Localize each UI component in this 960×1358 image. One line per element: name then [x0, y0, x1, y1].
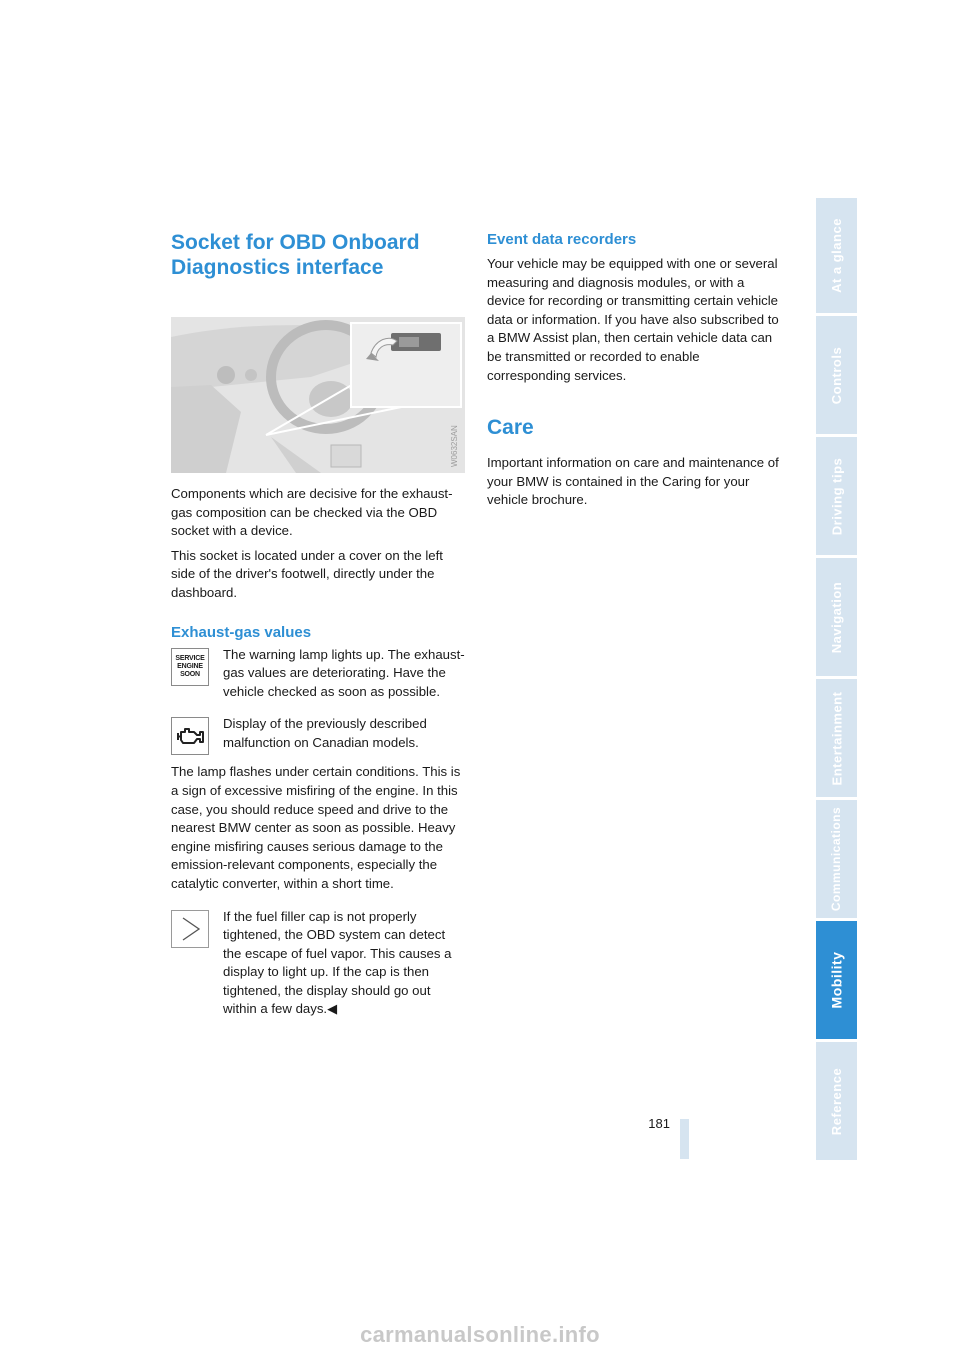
- right-column: [487, 230, 783, 510]
- lamp-flashes-paragraph: The lamp flashes under certain conditions. This is a sign of excessive misfiring of the engine. In this case, you should reduce speed and drive to the nearest BMW center as soon as possible. Heavy engine misfiring causes serious damage to the emission-relevant components, especially the catalytic converter, within a short time.: [171, 764, 461, 891]
- service-icon-line-2: ENGINE: [177, 662, 203, 670]
- section-heading: [171, 230, 467, 280]
- note-arrow-icon: [171, 910, 209, 948]
- engine-lamp-text: Display of the previously described malfunction on Canadian models.: [223, 716, 427, 750]
- heading-line-2: Diagnostics interface: [171, 256, 384, 279]
- tab-label: Entertainment: [829, 691, 844, 785]
- tab-label: Reference: [829, 1067, 844, 1135]
- watermark: carmanualsonline.info: [360, 1322, 600, 1347]
- dashboard-illustration: [171, 317, 465, 473]
- exhaust-heading: Exhaust-gas values: [171, 623, 312, 641]
- tab-label: At a glance: [829, 218, 845, 293]
- left-column: [171, 230, 467, 1019]
- event-data-heading: Event data recorders: [487, 231, 637, 248]
- care-heading: Care: [487, 416, 534, 440]
- fuel-cap-note: [171, 908, 467, 1020]
- tab-controls[interactable]: [816, 316, 857, 434]
- page-number-bar: [680, 1119, 689, 1159]
- tab-label: Driving tips: [829, 457, 845, 535]
- tab-driving-tips[interactable]: [816, 437, 857, 555]
- photo-code: W0632SAN: [450, 425, 459, 467]
- note-block: [171, 908, 467, 1020]
- tab-label: Navigation: [829, 581, 844, 653]
- fuel-cap-note-text: If the fuel filler cap is not properly tightened, the OBD system can detect the escape of fuel vapor. This causes a display to light up. If the cap is then tightened, the display should go out within a few days.: [223, 908, 452, 1017]
- service-engine-soon-icon: [171, 648, 209, 686]
- tab-navigation[interactable]: [816, 558, 857, 676]
- intro-paragraph-1: Components which are decisive for the exhaust-gas composition can be checked via the OBD socket with a device.: [171, 486, 453, 539]
- obd-socket-photo: [171, 317, 465, 473]
- service-lamp-block: [171, 646, 467, 702]
- service-icon-line-1: SERVICE: [175, 654, 205, 662]
- tab-mobility[interactable]: [816, 921, 857, 1039]
- tab-label: Communications: [829, 806, 844, 912]
- tab-label: Mobility: [828, 951, 845, 1009]
- service-icon-line-3: SOON: [180, 670, 200, 678]
- tab-entertainment[interactable]: [816, 679, 857, 797]
- event-data-paragraph: Your vehicle may be equipped with one or several measuring and diagnosis modules, or with a device for recording or transmitting certain vehicle data or information. If you have also subscribed to a BMW Assist plan, then certain vehicle data can be transmitted or recorded to enable corresponding services.: [487, 256, 779, 383]
- engine-lamp-block: [171, 715, 467, 755]
- intro-paragraph-2: This socket is located under a cover on the left side of the driver's footwell, directly under the dashboard.: [171, 547, 443, 600]
- care-paragraph: Important information on care and maintenance of your BMW is contained in the Caring for your vehicle brochure.: [487, 455, 779, 508]
- check-engine-icon: [171, 717, 209, 755]
- heading-line-1: Socket for OBD Onboard: [171, 231, 420, 254]
- tab-label: Controls: [829, 346, 845, 404]
- end-mark-icon: ◀: [327, 1001, 338, 1017]
- tab-communications[interactable]: [816, 800, 857, 918]
- page-number: 181: [648, 1116, 670, 1131]
- tab-reference[interactable]: [816, 1042, 857, 1160]
- service-lamp-text: The warning lamp lights up. The exhaust-gas values are deteriorating. Have the vehicle checked as soon as possible.: [223, 646, 465, 699]
- tab-at-a-glance[interactable]: [816, 198, 857, 313]
